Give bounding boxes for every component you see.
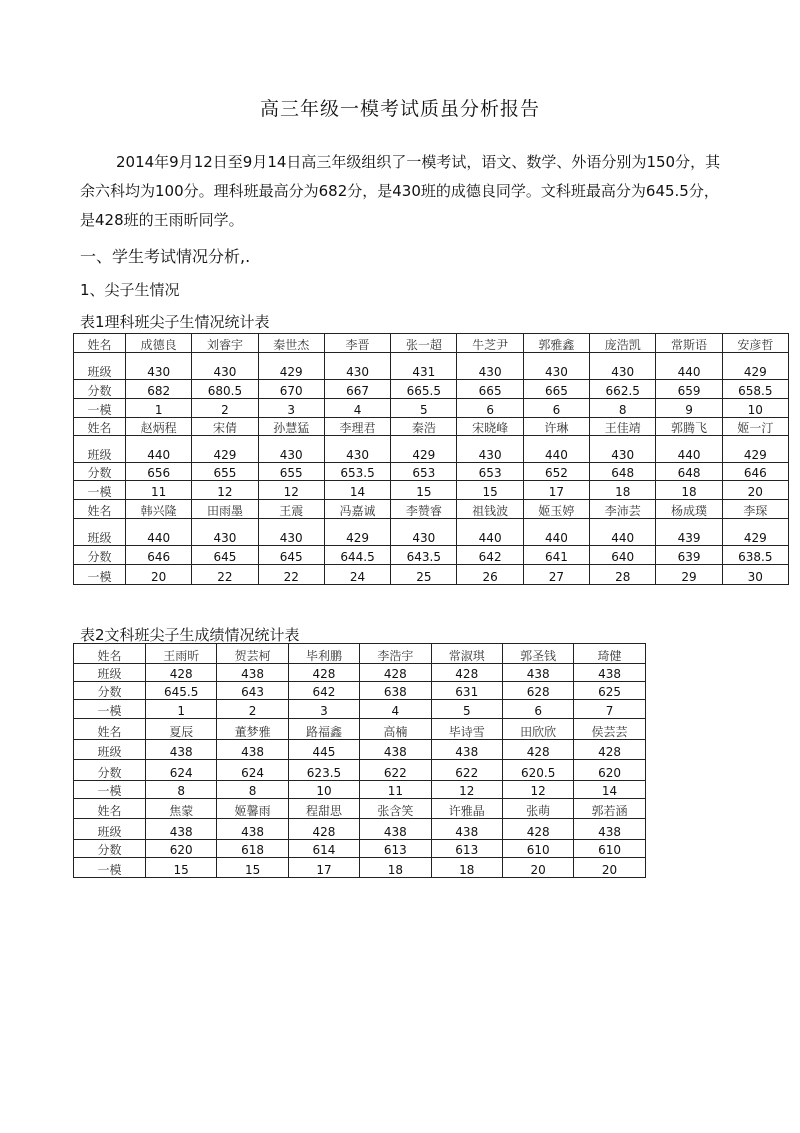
- table-cell: 430: [192, 353, 258, 380]
- row-label: 班级: [74, 819, 146, 840]
- table2-caption: 表2文科班尖子生成绩情况统计表: [80, 626, 300, 644]
- table-cell: 648: [590, 463, 656, 481]
- table-cell: 14: [324, 481, 390, 500]
- table-cell: 18: [656, 481, 722, 500]
- table-cell: 4: [324, 399, 390, 418]
- table-cell: 15: [146, 858, 217, 878]
- arts-top-students-table: [73, 643, 646, 878]
- table-cell: 22: [192, 565, 258, 585]
- table-cell: 2: [192, 399, 258, 418]
- table-cell: 655: [258, 463, 324, 481]
- table-cell: 8: [590, 399, 656, 418]
- table-cell: 680.5: [192, 380, 258, 399]
- row-label: 班级: [74, 519, 126, 546]
- table-cell: 428: [502, 819, 573, 840]
- table-cell: 15: [457, 481, 523, 500]
- table-cell: 682: [126, 380, 192, 399]
- row-label: 姓名: [74, 500, 126, 519]
- table-cell: 438: [217, 819, 288, 840]
- table-cell: 428: [502, 740, 573, 760]
- table-cell: 428: [574, 740, 645, 760]
- table-cell: 613: [360, 840, 431, 858]
- table-cell: 牛芝尹: [457, 334, 523, 353]
- table-cell: 10: [722, 399, 788, 418]
- table-cell: 440: [457, 519, 523, 546]
- table-cell: 652: [523, 463, 589, 481]
- row-label: 姓名: [74, 644, 146, 664]
- table-cell: 428: [360, 664, 431, 682]
- table-cell: 618: [217, 840, 288, 858]
- table-cell: 614: [288, 840, 359, 858]
- table-cell: 428: [288, 664, 359, 682]
- table-cell: 29: [656, 565, 722, 585]
- table-cell: 琦健: [574, 644, 645, 664]
- table-cell: 670: [258, 380, 324, 399]
- table1-caption: 表1理科班尖子生情况统计表: [80, 313, 270, 331]
- table-cell: 428: [288, 819, 359, 840]
- table-cell: 438: [574, 664, 645, 682]
- table-cell: 18: [431, 858, 502, 878]
- rank-row: [74, 565, 789, 585]
- table-cell: 1: [146, 700, 217, 719]
- table-cell: 孙慧猛: [258, 418, 324, 436]
- table-cell: 26: [457, 565, 523, 585]
- table-cell: 438: [574, 819, 645, 840]
- row-label: 分数: [74, 760, 146, 781]
- table-cell: 毕诗雪: [431, 719, 502, 740]
- table-cell: 7: [574, 700, 645, 719]
- row-label: 姓名: [74, 799, 146, 819]
- table-cell: 624: [217, 760, 288, 781]
- table-cell: 20: [126, 565, 192, 585]
- table-cell: 628: [502, 682, 573, 700]
- table-cell: 郭若涵: [574, 799, 645, 819]
- table-cell: 郭圣钱: [502, 644, 573, 664]
- table-cell: 430: [523, 353, 589, 380]
- table-cell: 430: [324, 436, 390, 463]
- row-label: 分数: [74, 463, 126, 481]
- name-row: [74, 799, 646, 819]
- table-cell: 许琳: [523, 418, 589, 436]
- table-cell: 杨成璞: [656, 500, 722, 519]
- table-cell: 宋晓峰: [457, 418, 523, 436]
- class-row: [74, 664, 646, 682]
- name-row: [74, 644, 646, 664]
- table-cell: 12: [431, 781, 502, 799]
- table-cell: 李琛: [722, 500, 788, 519]
- row-label: 姓名: [74, 719, 146, 740]
- class-row: [74, 740, 646, 760]
- table-cell: 28: [590, 565, 656, 585]
- table-cell: 常斯语: [656, 334, 722, 353]
- table-cell: 440: [590, 519, 656, 546]
- table-cell: 6: [523, 399, 589, 418]
- table-cell: 路福鑫: [288, 719, 359, 740]
- table-cell: 冯嘉诚: [324, 500, 390, 519]
- table-cell: 624: [146, 760, 217, 781]
- name-row: [74, 719, 646, 740]
- table-cell: 440: [523, 519, 589, 546]
- table-cell: 15: [217, 858, 288, 878]
- table-cell: 429: [722, 519, 788, 546]
- table-cell: 438: [431, 819, 502, 840]
- table-cell: 4: [360, 700, 431, 719]
- table-cell: 645.5: [146, 682, 217, 700]
- table-cell: 焦蒙: [146, 799, 217, 819]
- table-cell: 张含笑: [360, 799, 431, 819]
- table-cell: 610: [502, 840, 573, 858]
- table-cell: 5: [391, 399, 457, 418]
- table-cell: 638: [360, 682, 431, 700]
- table-cell: 620: [146, 840, 217, 858]
- table-cell: 11: [126, 481, 192, 500]
- table-cell: 438: [360, 740, 431, 760]
- class-row: [74, 353, 789, 380]
- table-cell: 庞浩凯: [590, 334, 656, 353]
- table-cell: 440: [126, 519, 192, 546]
- table-cell: 430: [126, 353, 192, 380]
- table-cell: 430: [192, 519, 258, 546]
- table-cell: 20: [502, 858, 573, 878]
- row-label: 分数: [74, 682, 146, 700]
- table-cell: 646: [722, 463, 788, 481]
- table-cell: 12: [502, 781, 573, 799]
- row-label: 一模: [74, 481, 126, 500]
- intro-paragraph: 2014年9月12日至9月14日高三年级组织了一模考试，语文、数学、外语分别为150分，其余六科均为100分。理科班最高分为682分，是430班的成德良同学。文科班最高分为645.5分，是428班的王雨昕同学。: [80, 153, 721, 229]
- row-label: 一模: [74, 858, 146, 878]
- table-cell: 秦世杰: [258, 334, 324, 353]
- table-cell: 440: [523, 436, 589, 463]
- table-cell: 郭雅鑫: [523, 334, 589, 353]
- table-cell: 653: [457, 463, 523, 481]
- table-cell: 5: [431, 700, 502, 719]
- table-cell: 639: [656, 546, 722, 565]
- row-label: 分数: [74, 546, 126, 565]
- table-cell: 贺芸柯: [217, 644, 288, 664]
- table-cell: 643: [217, 682, 288, 700]
- table-cell: 14: [574, 781, 645, 799]
- table-cell: 3: [258, 399, 324, 418]
- table-cell: 658.5: [722, 380, 788, 399]
- table-cell: 30: [722, 565, 788, 585]
- table-cell: 438: [431, 740, 502, 760]
- name-row: [74, 334, 789, 353]
- table-cell: 646: [126, 546, 192, 565]
- table-cell: 429: [258, 353, 324, 380]
- row-label: 分数: [74, 380, 126, 399]
- table-cell: 田欣欣: [502, 719, 573, 740]
- table-cell: 常淑琪: [431, 644, 502, 664]
- table-cell: 李沛芸: [590, 500, 656, 519]
- table-cell: 李晋: [324, 334, 390, 353]
- table-cell: 665: [523, 380, 589, 399]
- table-cell: 8: [146, 781, 217, 799]
- table-cell: 428: [431, 664, 502, 682]
- table-cell: 642: [457, 546, 523, 565]
- table-cell: 18: [360, 858, 431, 878]
- table-cell: 430: [324, 353, 390, 380]
- table-cell: 17: [288, 858, 359, 878]
- table-cell: 田雨墨: [192, 500, 258, 519]
- page-title: 高三年级一模考试质虽分析报告: [259, 98, 540, 120]
- table-cell: 20: [574, 858, 645, 878]
- score-row: [74, 760, 646, 781]
- score-row: [74, 840, 646, 858]
- table-cell: 25: [391, 565, 457, 585]
- table-cell: 董梦雅: [217, 719, 288, 740]
- table-cell: 1: [126, 399, 192, 418]
- table-cell: 12: [258, 481, 324, 500]
- name-row: [74, 500, 789, 519]
- table-cell: 438: [146, 740, 217, 760]
- table-cell: 李赞睿: [391, 500, 457, 519]
- score-row: [74, 380, 789, 399]
- table-cell: 643.5: [391, 546, 457, 565]
- table-cell: 665.5: [391, 380, 457, 399]
- table-cell: 刘睿宇: [192, 334, 258, 353]
- table-cell: 18: [590, 481, 656, 500]
- table-cell: 430: [590, 436, 656, 463]
- table-cell: 李浩宇: [360, 644, 431, 664]
- row-label: 一模: [74, 399, 126, 418]
- table-cell: 22: [258, 565, 324, 585]
- subsection-heading: 1、尖子生情况: [80, 281, 180, 299]
- table-cell: 438: [360, 819, 431, 840]
- table-cell: 24: [324, 565, 390, 585]
- table-cell: 韩兴隆: [126, 500, 192, 519]
- table-cell: 644.5: [324, 546, 390, 565]
- table-cell: 438: [502, 664, 573, 682]
- table-cell: 640: [590, 546, 656, 565]
- table-cell: 王佳靖: [590, 418, 656, 436]
- table-cell: 625: [574, 682, 645, 700]
- table-cell: 赵炳程: [126, 418, 192, 436]
- rank-row: [74, 781, 646, 799]
- table-cell: 11: [360, 781, 431, 799]
- table-cell: 姬一汀: [722, 418, 788, 436]
- table-cell: 李理君: [324, 418, 390, 436]
- table-cell: 655: [192, 463, 258, 481]
- table-cell: 440: [126, 436, 192, 463]
- row-label: 班级: [74, 664, 146, 682]
- row-label: 姓名: [74, 418, 126, 436]
- table-cell: 毕利鹏: [288, 644, 359, 664]
- row-label: 姓名: [74, 334, 126, 353]
- table-cell: 王震: [258, 500, 324, 519]
- table-cell: 641: [523, 546, 589, 565]
- table-cell: 440: [656, 353, 722, 380]
- table-cell: 8: [217, 781, 288, 799]
- table-cell: 610: [574, 840, 645, 858]
- table-cell: 夏辰: [146, 719, 217, 740]
- table-cell: 653.5: [324, 463, 390, 481]
- table-cell: 429: [324, 519, 390, 546]
- name-row: [74, 418, 789, 436]
- table-cell: 659: [656, 380, 722, 399]
- table-cell: 623.5: [288, 760, 359, 781]
- table-cell: 17: [523, 481, 589, 500]
- table-cell: 郭腾飞: [656, 418, 722, 436]
- table-cell: 2: [217, 700, 288, 719]
- class-row: [74, 519, 789, 546]
- table-cell: 许雅晶: [431, 799, 502, 819]
- table-cell: 15: [391, 481, 457, 500]
- table-cell: 662.5: [590, 380, 656, 399]
- table-cell: 王雨昕: [146, 644, 217, 664]
- table-cell: 439: [656, 519, 722, 546]
- table-cell: 429: [391, 436, 457, 463]
- table-cell: 姬玉婷: [523, 500, 589, 519]
- table-cell: 665: [457, 380, 523, 399]
- table-cell: 431: [391, 353, 457, 380]
- table-cell: 445: [288, 740, 359, 760]
- table-cell: 宋倩: [192, 418, 258, 436]
- table-cell: 430: [457, 436, 523, 463]
- row-label: 班级: [74, 436, 126, 463]
- table-cell: 622: [360, 760, 431, 781]
- table-cell: 642: [288, 682, 359, 700]
- table-cell: 3: [288, 700, 359, 719]
- table-cell: 438: [146, 819, 217, 840]
- table-cell: 613: [431, 840, 502, 858]
- rank-row: [74, 700, 646, 719]
- rank-row: [74, 399, 789, 418]
- row-label: 一模: [74, 700, 146, 719]
- table-cell: 656: [126, 463, 192, 481]
- table-cell: 620.5: [502, 760, 573, 781]
- row-label: 班级: [74, 740, 146, 760]
- table-cell: 侯芸芸: [574, 719, 645, 740]
- table-cell: 620: [574, 760, 645, 781]
- table-cell: 程甜思: [288, 799, 359, 819]
- table-cell: 秦浩: [391, 418, 457, 436]
- table-cell: 648: [656, 463, 722, 481]
- table-cell: 张萌: [502, 799, 573, 819]
- table-cell: 429: [192, 436, 258, 463]
- row-label: 一模: [74, 781, 146, 799]
- table-cell: 430: [590, 353, 656, 380]
- row-label: 一模: [74, 565, 126, 585]
- score-row: [74, 682, 646, 700]
- class-row: [74, 436, 789, 463]
- table-cell: 645: [258, 546, 324, 565]
- table-cell: 成德良: [126, 334, 192, 353]
- table-cell: 631: [431, 682, 502, 700]
- table-cell: 12: [192, 481, 258, 500]
- table-cell: 高楠: [360, 719, 431, 740]
- table-cell: 6: [502, 700, 573, 719]
- table-cell: 438: [217, 740, 288, 760]
- section-heading: 一、学生考试情况分析,.: [80, 247, 251, 266]
- table-cell: 10: [288, 781, 359, 799]
- table-cell: 姬馨雨: [217, 799, 288, 819]
- row-label: 班级: [74, 353, 126, 380]
- table-cell: 622: [431, 760, 502, 781]
- table-cell: 429: [722, 436, 788, 463]
- table-cell: 428: [146, 664, 217, 682]
- table-cell: 438: [217, 664, 288, 682]
- table-cell: 430: [391, 519, 457, 546]
- table-cell: 430: [258, 519, 324, 546]
- table-cell: 9: [656, 399, 722, 418]
- science-top-students-table: [73, 333, 789, 585]
- rank-row: [74, 481, 789, 500]
- table-cell: 430: [457, 353, 523, 380]
- table-cell: 安彦哲: [722, 334, 788, 353]
- table-cell: 27: [523, 565, 589, 585]
- table-cell: 645: [192, 546, 258, 565]
- rank-row: [74, 858, 646, 878]
- table-cell: 430: [258, 436, 324, 463]
- score-row: [74, 463, 789, 481]
- table-cell: 653: [391, 463, 457, 481]
- row-label: 分数: [74, 840, 146, 858]
- table-cell: 638.5: [722, 546, 788, 565]
- table-cell: 440: [656, 436, 722, 463]
- table-cell: 张一超: [391, 334, 457, 353]
- score-row: [74, 546, 789, 565]
- table-cell: 20: [722, 481, 788, 500]
- table-cell: 429: [722, 353, 788, 380]
- class-row: [74, 819, 646, 840]
- table-cell: 667: [324, 380, 390, 399]
- table-cell: 6: [457, 399, 523, 418]
- table-cell: 祖钱波: [457, 500, 523, 519]
